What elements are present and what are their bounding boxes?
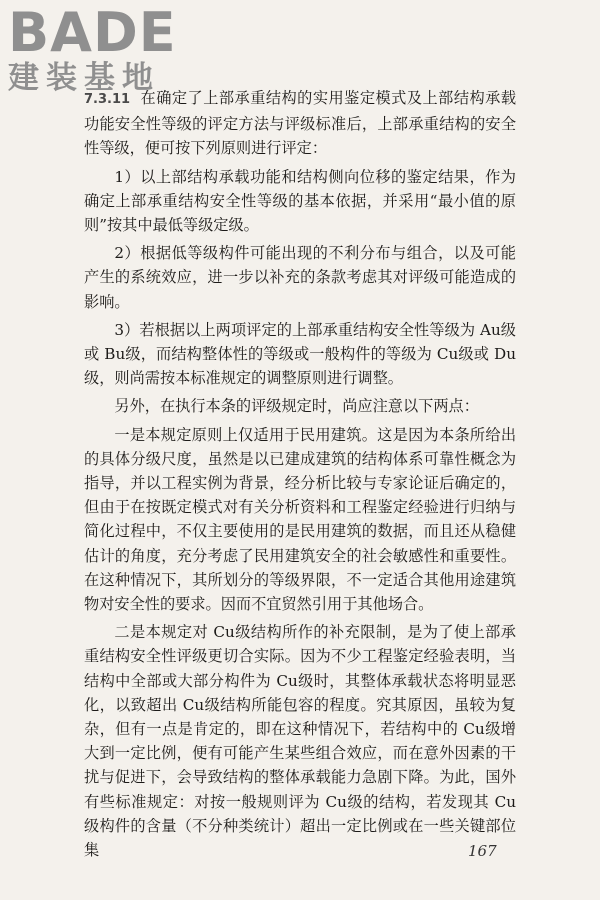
publisher-logo xyxy=(8,1,178,96)
paragraph-note-intro: 另外，在执行本条的评级规定时，尚应注意以下两点： xyxy=(114,397,479,416)
page-number: 167 xyxy=(468,842,497,860)
paragraph-item-1: 1）以上部结构承载功能和结构侧向位移的鉴定结果，作为确定上部承重结构安全性等级的基本依据，并采用“最小值的原则”按其中最低等级定级。 xyxy=(84,167,516,235)
paragraph-point-1: 一是本规定原则上仅适用于民用建筑。这是因为本条所给出的具体分级尺度，虽然是以已建成建筑的结构体系可靠性概念为指导，并以工程实例为背景，经分析比较与专家论证后确定的，但由于在按既定模式对有关分析资料和工程鉴定经验进行归纳与简化过程中，不仅主要使用的是民用建筑的数据，而且还从稳健估计的角度，充分考虑了民用建筑安全的社会敏感性和重要性。在这种情况下，其所划分的等级界限，不一定适合其他用途建筑物对安全性的要求。因而不宜贸然引用于其他场合。 xyxy=(84,425,516,614)
paragraph-item-2: 2）根据低等级构件可能出现的不利分布与组合，以及可能产生的系统效应，进一步以补充的条款考虑其对评级可能造成的影响。 xyxy=(84,244,516,311)
page-body xyxy=(84,86,516,866)
logo-wordmark: BADE xyxy=(8,1,177,64)
paragraph-intro xyxy=(84,86,516,161)
paragraph-item-3: 3）若根据以上两项评定的上部承重结构安全性等级为 Au级或 Bu级，而结构整体性的等级或一般构件的等级为 Cu级或 Du级，则尚需按本标准规定的调整原则进行调整。 xyxy=(84,320,516,388)
section-number: 7.3.11 xyxy=(84,92,131,107)
logo-subtitle: 建装基地 xyxy=(8,60,160,96)
paragraph-point-2: 二是本规定对 Cu级结构所作的补充限制，是为了使上部承重结构安全性评级更切合实际。因为不少工程鉴定经验表明，当结构中全部或大部分构件为 Cu级时，其整体承载状态将明显恶化，以致超出 Cu级结构所能包容的程度。究其原因，虽较为复杂，但有一点是肯定的，即在这种情况下，若结构中的 Cu级增大到一定比例，便有可能产生某些组合效应，而在意外因素的干扰与促进下，会导致结构的整体承载能力急剧下降。为此，国外有些标准规定：对按一般规则评为 Cu级的结构，若发现其 Cu级构件的含量（不分种类统计）超出一定比例或在一些关键部位集 xyxy=(84,623,516,860)
paragraph-text: 在确定了上部承重结构的实用鉴定模式及上部结构承载功能安全性等级的评定方法与评级标准后，上部承重结构的安全性等级，便可按下列原则进行评定： xyxy=(84,89,516,158)
